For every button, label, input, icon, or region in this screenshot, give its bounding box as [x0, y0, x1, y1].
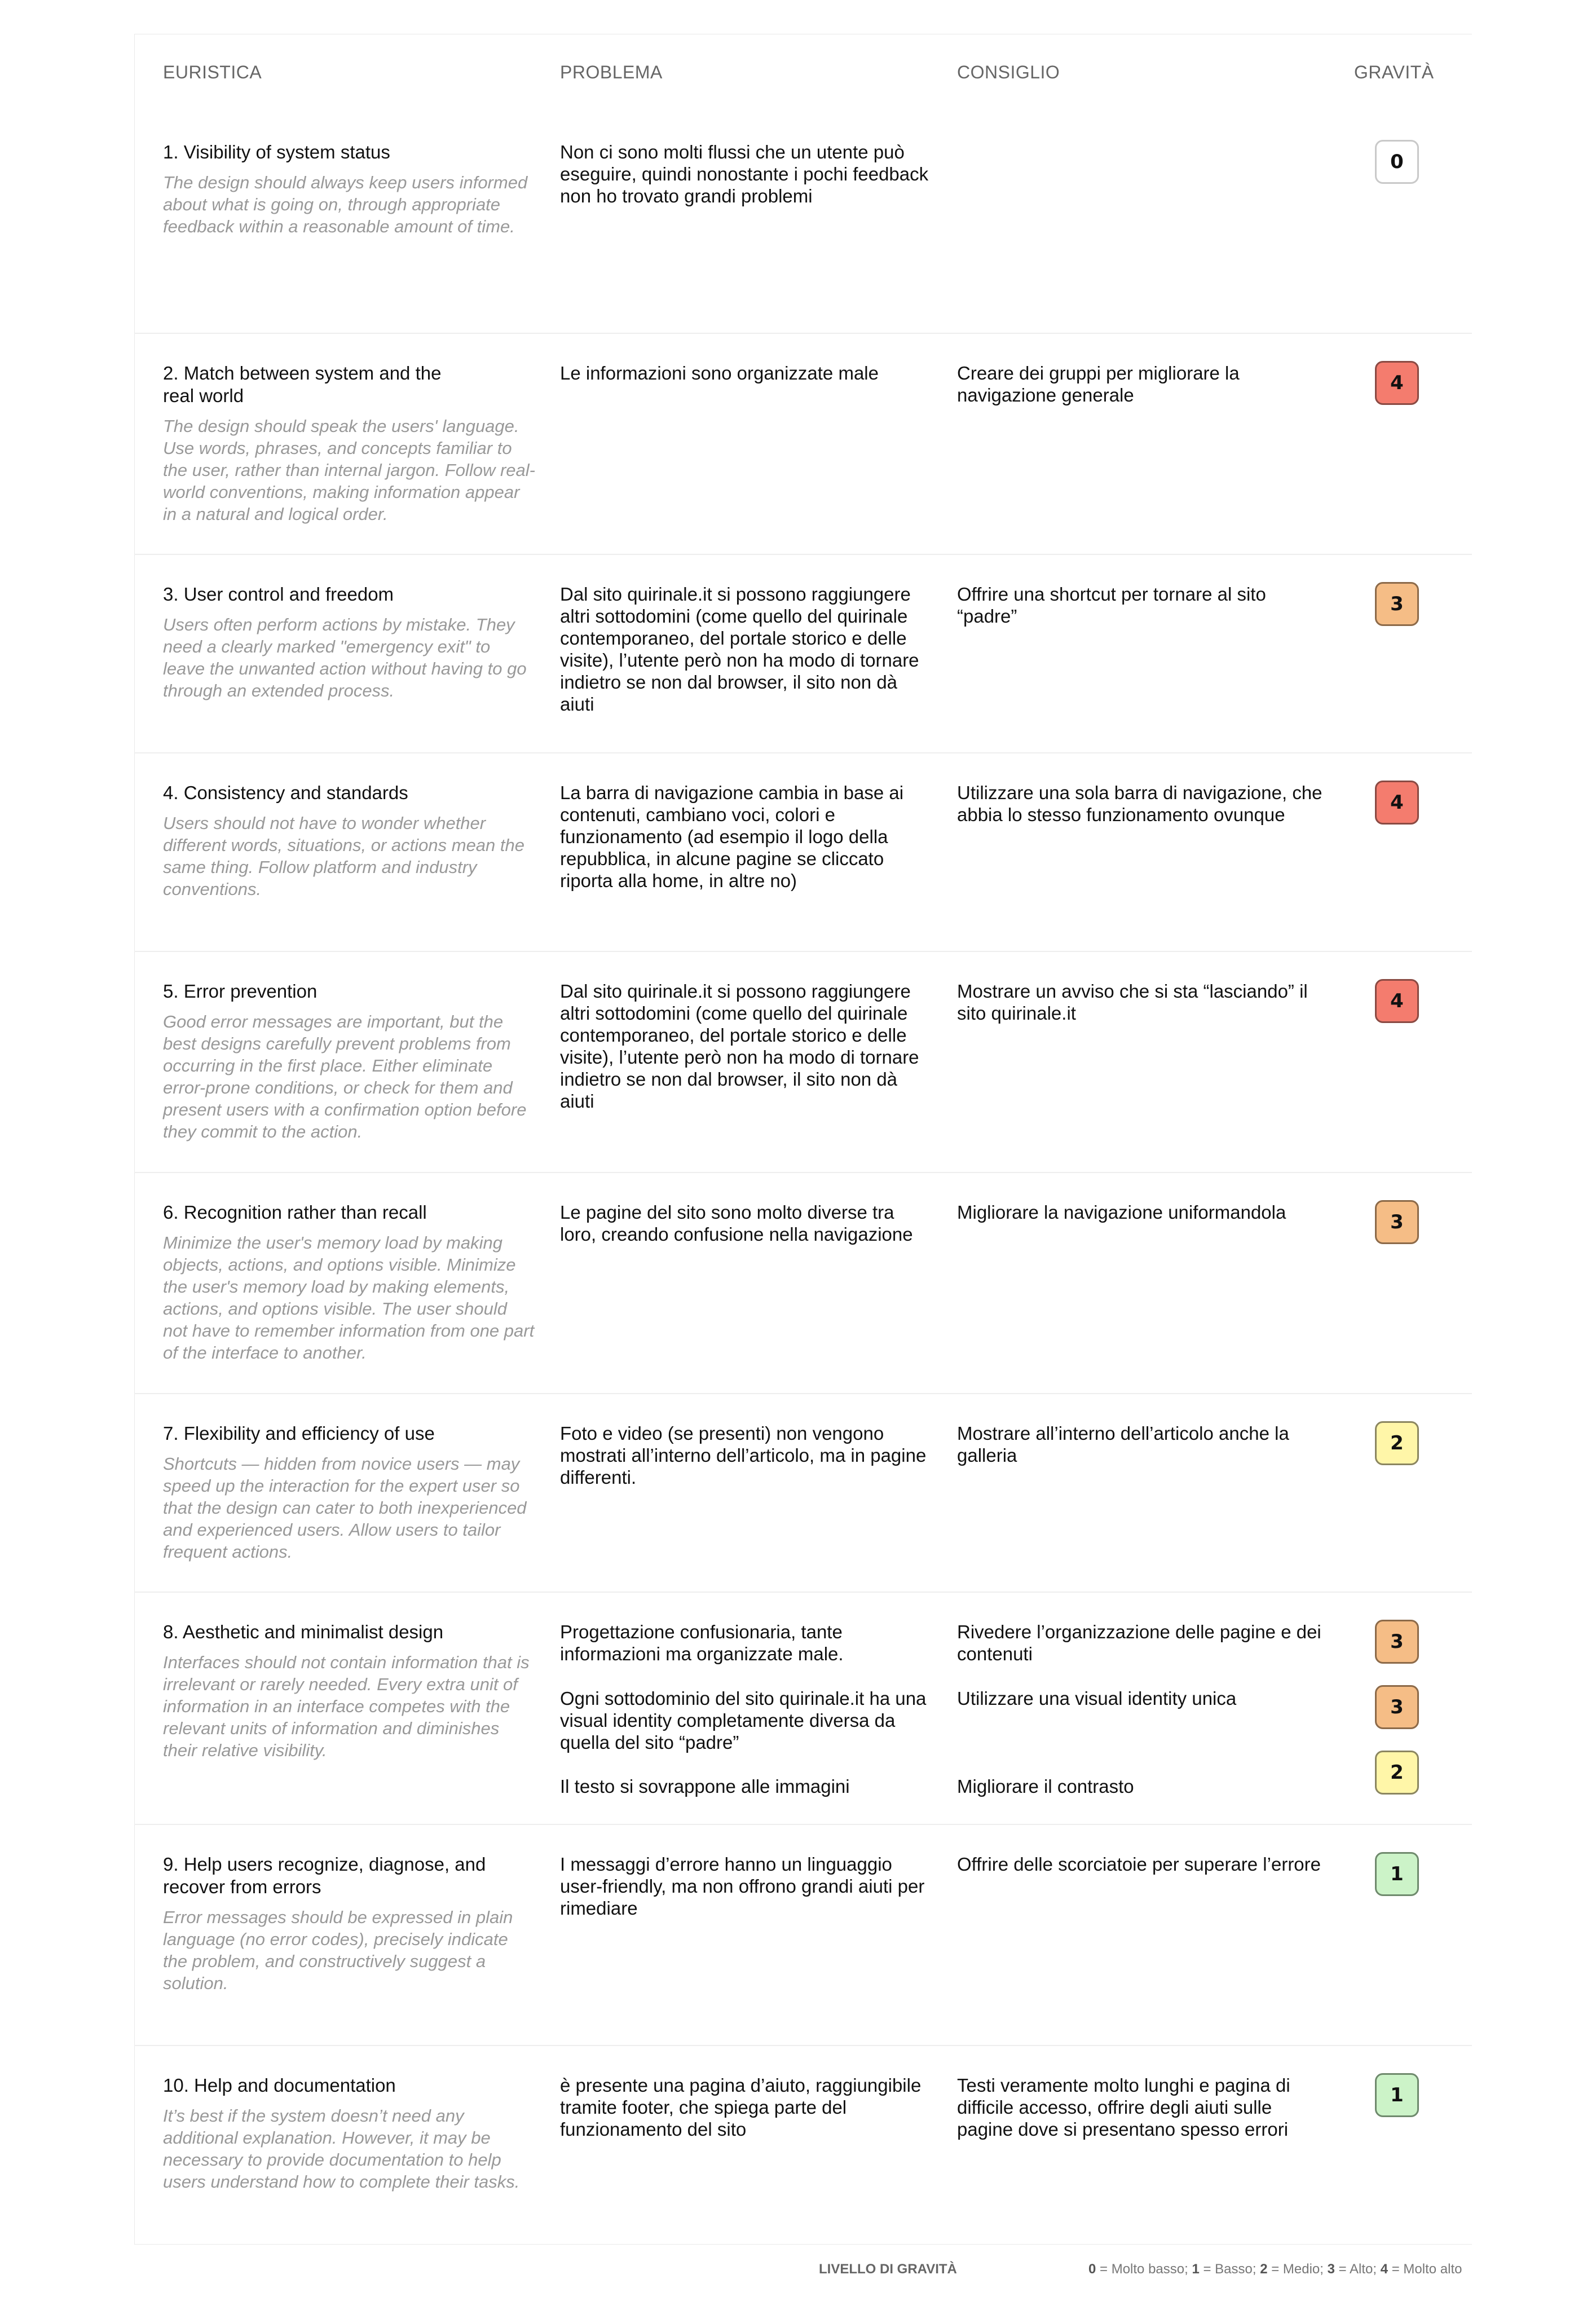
heuristic-description: Shortcuts — hidden from novice users — may speed up the interaction for the expert user so that the design can cater to both inexperienced and experienced users. Allow users to tailor frequent actions.: [163, 1454, 527, 1562]
heuristic-title: 10. Help and documentation: [163, 2075, 396, 2096]
heuristic-title: 1. Visibility of system status: [163, 142, 390, 162]
table-row: [134, 1824, 1472, 2046]
legend-value: 1: [1192, 2261, 1200, 2277]
problem-text: I messaggi d’errore hanno un linguaggio user-friendly, ma non offrono grandi aiuti per rimediare: [560, 1854, 925, 1919]
problem-text: Dal sito quirinale.it si possono raggiungere altri sottodomini (come quello del quirinale contemporaneo, del portale storico e delle visite), l’utente però non ha modo di tornare indietro se non dal browser, il sito non dà aiuti: [560, 981, 919, 1112]
table-row: [134, 1592, 1472, 1825]
heuristic-description: The design should speak the users' language. Use words, phrases, and concepts familiar to the user, rather than internal jargon. Follow real-world conventions, making information appear in a natural and logical order.: [163, 416, 535, 524]
table-row: [134, 554, 1472, 753]
heuristic-title: 9. Help users recognize, diagnose, and recover from errors: [163, 1854, 486, 1897]
severity-badge: 3: [1375, 1200, 1419, 1244]
problem-text: La barra di navigazione cambia in base ai contenuti, cambiano voci, colori e funzionamento (ad esempio il logo della repubblica, in alcune pagine se cliccato riporta alla home, in altre no): [560, 782, 904, 891]
severity-badge: 0: [1375, 140, 1419, 184]
problem-text: Non ci sono molti flussi che un utente può eseguire, quindi nonostante i pochi feedback non ho trovato grandi problemi: [560, 142, 929, 206]
problem-text: Le pagine del sito sono molto diverse tra loro, creando confusione nella navigazione: [560, 1202, 913, 1245]
severity-badge: 3: [1375, 1620, 1419, 1664]
header-gravita: GRAVITÀ: [1354, 62, 1434, 82]
heuristic-description: Minimize the user's memory load by making objects, actions, and options visible. Minimize the user's memory load by making elements, actions, and options visible. The user should not have to remember information from one part of the interface to another.: [163, 1233, 535, 1363]
heuristic-description: Users often perform actions by mistake. They need a clearly marked "emergency exit" to leave the unwanted action without having to go through an extended process.: [163, 615, 527, 700]
header-euristica: EURISTICA: [163, 62, 262, 82]
legend-label: = Alto;: [1334, 2261, 1381, 2277]
advice-text: Rivedere l’organizzazione delle pagine e dei contenuti: [957, 1621, 1321, 1664]
table-row: [134, 1393, 1472, 1593]
advice-text: Migliorare la navigazione uniformandola: [957, 1202, 1286, 1223]
table-row: [134, 752, 1472, 952]
advice-text: Utilizzare una visual identity unica: [957, 1688, 1237, 1709]
severity-badge: 3: [1375, 1685, 1419, 1729]
severity-badge: 1: [1375, 2073, 1419, 2117]
advice-text: Creare dei gruppi per migliorare la navigazione generale: [957, 363, 1240, 405]
heuristic-description: Good error messages are important, but the best designs carefully prevent problems from occurring in the first place. Either eliminate error-prone conditions, or check for them and present users with a confirmation option before they commit to the action.: [163, 1012, 527, 1141]
header-problema: PROBLEMA: [560, 62, 663, 82]
heuristic-title: 8. Aesthetic and minimalist design: [163, 1621, 444, 1642]
advice-text: Utilizzare una sola barra di navigazione, che abbia lo stesso funzionamento ovunque: [957, 782, 1322, 825]
legend-value: 4: [1380, 2261, 1388, 2277]
problem-text: Le informazioni sono organizzate male: [560, 363, 879, 383]
severity-legend: [1088, 2261, 1462, 2277]
table-row: [134, 120, 1472, 333]
heuristic-title: 3. User control and freedom: [163, 584, 394, 605]
legend-label: = Basso;: [1199, 2261, 1260, 2277]
severity-badge: 4: [1375, 781, 1419, 825]
heuristic-description: Error messages should be expressed in plain language (no error codes), precisely indicate the problem, and constructively suggest a solution.: [163, 1907, 513, 1993]
heuristic-title: 2. Match between system and the real world: [163, 363, 442, 406]
legend-value: 2: [1260, 2261, 1268, 2277]
legend-label: = Medio;: [1267, 2261, 1328, 2277]
problem-text: Dal sito quirinale.it si possono raggiungere altri sottodomini (come quello del quirinale contemporaneo, del portale storico e delle visite), l’utente però non ha modo di tornare indietro se non dal browser, il sito non dà aiuti: [560, 584, 919, 715]
legend-title: LIVELLO DI GRAVITÀ: [819, 2261, 957, 2277]
problem-text: Progettazione confusionaria, tante informazioni ma organizzate male.: [560, 1621, 844, 1664]
heuristic-title: 7. Flexibility and efficiency of use: [163, 1423, 435, 1444]
legend-value: 3: [1327, 2261, 1335, 2277]
problem-text: Foto e video (se presenti) non vengono mostrati all’interno dell’articolo, ma in pagine differenti.: [560, 1423, 927, 1488]
advice-text: Mostrare all’interno dell’articolo anche la galleria: [957, 1423, 1289, 1466]
severity-badge: 3: [1375, 582, 1419, 626]
heuristic-description: Interfaces should not contain information that is irrelevant or rarely needed. Every extra unit of information in an interface competes with the relevant units of information and diminishes their relative visibility.: [163, 1652, 530, 1760]
problem-text: Ogni sottodominio del sito quirinale.it ha una visual identity completamente diversa da quella del sito “padre”: [560, 1688, 927, 1753]
severity-badge: 4: [1375, 361, 1419, 405]
table-row: [134, 1172, 1472, 1394]
heuristic-description: It’s best if the system doesn’t need any additional explanation. However, it may be necessary to provide documentation to help users understand how to complete their tasks.: [163, 2106, 520, 2192]
severity-badge: 2: [1375, 1751, 1419, 1795]
problem-text: è presente una pagina d’aiuto, raggiungibile tramite footer, che spiega parte del funzionamento del sito: [560, 2075, 922, 2140]
heuristic-title: 6. Recognition rather than recall: [163, 1202, 427, 1223]
severity-badge: 2: [1375, 1421, 1419, 1465]
legend-label: = Molto basso;: [1096, 2261, 1192, 2277]
header-consiglio: CONSIGLIO: [957, 62, 1060, 82]
table-row: [134, 2045, 1472, 2246]
problem-text: Il testo si sovrappone alle immagini: [560, 1776, 850, 1797]
advice-text: Migliorare il contrasto: [957, 1776, 1134, 1797]
severity-badge: 4: [1375, 979, 1419, 1023]
advice-text: Offrire una shortcut per tornare al sito “padre”: [957, 584, 1266, 627]
table-row: [134, 951, 1472, 1173]
advice-text: Testi veramente molto lunghi e pagina di difficile accesso, offrire degli aiuti sulle pagine dove si presentano spesso errori: [957, 2075, 1290, 2140]
legend-label: = Molto alto: [1388, 2261, 1462, 2277]
heuristic-description: Users should not have to wonder whether different words, situations, or actions mean the same thing. Follow platform and industry conventions.: [163, 813, 524, 899]
severity-badge: 1: [1375, 1852, 1419, 1896]
heuristic-title: 5. Error prevention: [163, 981, 318, 1002]
table-row: [134, 333, 1472, 555]
advice-text: Mostrare un avviso che si sta “lasciando” il sito quirinale.it: [957, 981, 1308, 1024]
heuristic-title: 4. Consistency and standards: [163, 782, 408, 803]
legend-value: 0: [1088, 2261, 1096, 2277]
advice-text: Offrire delle scorciatoie per superare l’errore: [957, 1854, 1321, 1875]
heuristic-description: The design should always keep users informed about what is going on, through appropriate feedback within a reasonable amount of time.: [163, 173, 528, 236]
